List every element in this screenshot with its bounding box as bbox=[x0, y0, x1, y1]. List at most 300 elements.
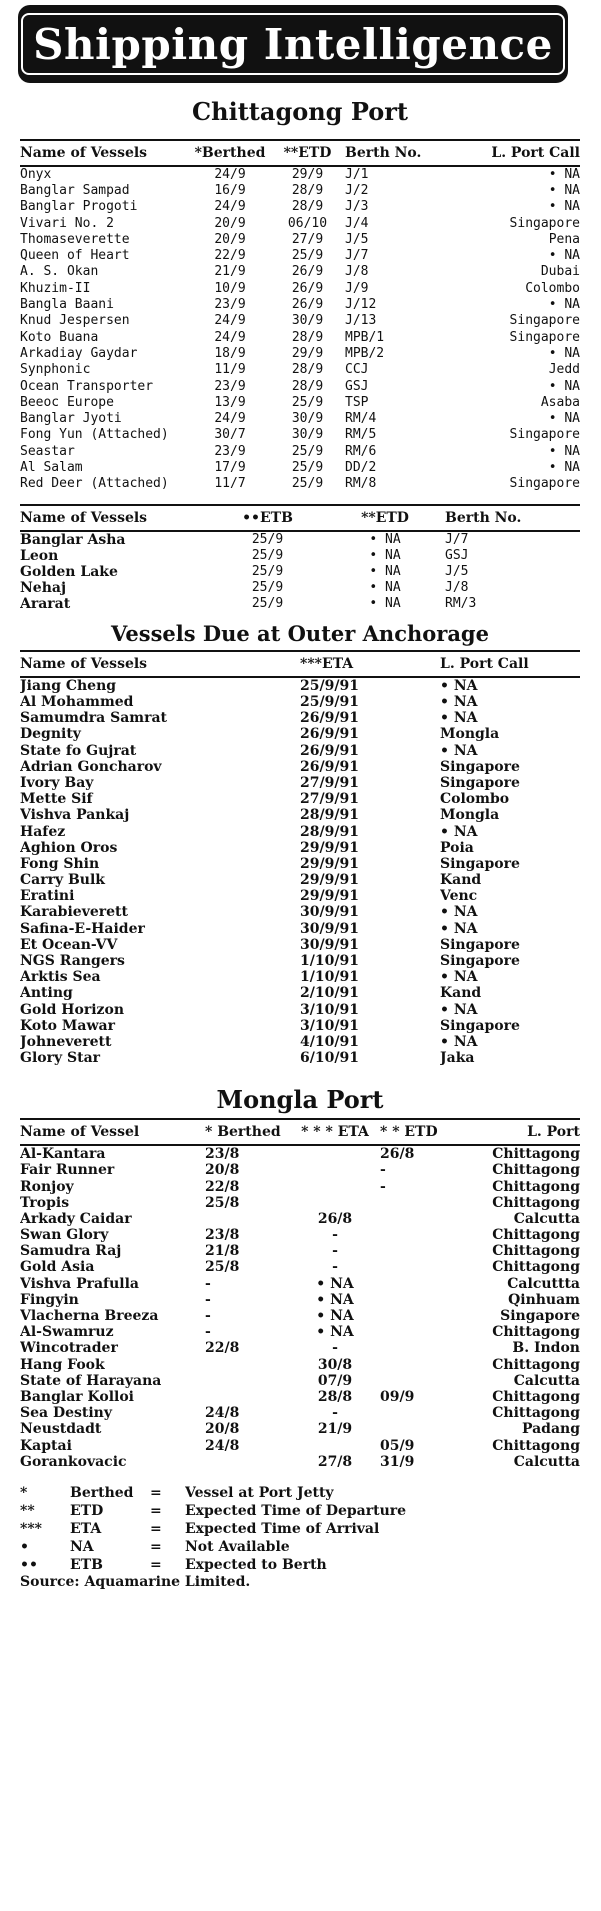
table-cell: - bbox=[332, 1243, 338, 1260]
table-cell: 6/10/91 bbox=[300, 1050, 359, 1067]
table-cell: 25/9 bbox=[291, 248, 324, 264]
table-cell: 24/9 bbox=[214, 329, 246, 345]
table-cell: 27/8 bbox=[317, 1453, 353, 1470]
legend bbox=[20, 1484, 470, 1574]
table-cell: 25/9 bbox=[291, 394, 324, 410]
table-cell: 29/9/91 bbox=[300, 855, 359, 872]
table-cell: Anting bbox=[20, 985, 73, 1002]
table-row bbox=[20, 823, 580, 839]
table-row bbox=[20, 872, 580, 888]
table-cell: Vlacherna Breeza bbox=[20, 1308, 159, 1325]
table-cell: 25/8 bbox=[205, 1194, 240, 1211]
table-cell: • NA bbox=[440, 969, 478, 986]
table-cell: - bbox=[205, 1308, 211, 1325]
table-row bbox=[20, 759, 580, 775]
table-cell bbox=[290, 1437, 380, 1453]
table-cell: GSJ bbox=[345, 378, 369, 394]
table-cell: Vivari No. 2 bbox=[20, 215, 114, 231]
outer-anchorage-table bbox=[20, 650, 580, 1066]
table-cell: Ararat bbox=[20, 595, 71, 612]
table-cell: Queen of Heart bbox=[20, 248, 130, 264]
col-header: * * * ETA bbox=[290, 1119, 380, 1145]
table-cell: Jedd bbox=[548, 362, 580, 378]
table-cell: 25/9 bbox=[251, 596, 284, 612]
table-cell: Safina-E-Haider bbox=[20, 920, 145, 937]
table-cell: • NA bbox=[440, 677, 478, 694]
table-cell bbox=[380, 1227, 455, 1243]
table-header-row bbox=[20, 505, 580, 531]
table-cell: Singapore bbox=[509, 427, 580, 443]
table-cell bbox=[380, 1259, 455, 1275]
table-cell: 24/8 bbox=[205, 1437, 240, 1454]
table-row bbox=[20, 580, 580, 596]
table-cell: Kand bbox=[440, 872, 482, 889]
table-cell: Pena bbox=[548, 231, 580, 247]
table-cell: - bbox=[205, 1275, 211, 1292]
table-row bbox=[20, 1050, 580, 1066]
table-cell: 16/9 bbox=[214, 182, 246, 198]
table-cell: NGS Rangers bbox=[20, 953, 125, 970]
table-row bbox=[20, 985, 580, 1001]
table-cell: Nehaj bbox=[20, 579, 67, 596]
table-cell bbox=[290, 1178, 380, 1194]
col-header: Name of Vessels bbox=[20, 505, 210, 531]
table-cell bbox=[380, 1421, 455, 1437]
table-cell: - bbox=[205, 1291, 211, 1308]
table-cell: 24/8 bbox=[205, 1405, 240, 1422]
table-cell: • NA bbox=[316, 1275, 354, 1292]
table-cell: Dubai bbox=[540, 264, 580, 280]
table-row bbox=[20, 231, 580, 247]
table-cell: Arkadiay Gaydar bbox=[20, 345, 138, 361]
table-cell bbox=[380, 1373, 455, 1389]
table-cell: 25/9 bbox=[251, 548, 284, 564]
col-header: * * ETD bbox=[380, 1119, 455, 1145]
table-cell: RM/5 bbox=[345, 427, 377, 443]
table-cell: Venc bbox=[440, 888, 478, 905]
table-row bbox=[20, 596, 580, 612]
table-cell: Fong Shin bbox=[20, 855, 100, 872]
col-header: Name of Vessels bbox=[20, 651, 300, 677]
table-cell: 26/8 bbox=[380, 1146, 415, 1163]
legend-cell: Expected to Berth bbox=[185, 1556, 327, 1573]
table-cell: 22/8 bbox=[205, 1340, 240, 1357]
table-cell: Fair Runner bbox=[20, 1162, 115, 1179]
table-cell: • NA bbox=[440, 823, 478, 840]
col-header: Name of Vessel bbox=[20, 1119, 205, 1145]
table-cell: Poia bbox=[440, 839, 474, 856]
table-cell: Knud Jespersen bbox=[20, 313, 130, 329]
table-cell: Carry Bulk bbox=[20, 872, 106, 889]
table-cell: Golden Lake bbox=[20, 563, 118, 580]
table-row bbox=[20, 937, 580, 953]
table-cell: Kand bbox=[440, 985, 482, 1002]
table-cell: Colombo bbox=[440, 791, 510, 808]
table-cell: 30/8 bbox=[317, 1356, 353, 1373]
table-row bbox=[20, 1437, 580, 1453]
table-cell: 05/9 bbox=[380, 1437, 415, 1454]
table-cell: 28/9/91 bbox=[300, 807, 359, 824]
table-row bbox=[20, 182, 580, 198]
legend-cell: ETD bbox=[70, 1502, 104, 1519]
table-cell: 25/9 bbox=[251, 580, 284, 596]
legend-cell: = bbox=[150, 1502, 162, 1519]
table-row bbox=[20, 166, 580, 182]
table-cell: • NA bbox=[548, 378, 580, 394]
table-cell: Banglar Asha bbox=[20, 531, 126, 548]
table-row bbox=[20, 410, 580, 426]
table-cell: 20/8 bbox=[205, 1162, 240, 1179]
table-row bbox=[20, 1243, 580, 1259]
table-row bbox=[20, 921, 580, 937]
table-cell: Ronjoy bbox=[20, 1178, 74, 1195]
table-cell: Aghion Oros bbox=[20, 839, 118, 856]
table-cell: Sea Destiny bbox=[20, 1405, 112, 1422]
table-cell bbox=[380, 1276, 455, 1292]
table-body bbox=[20, 1145, 580, 1470]
table-cell: Chittagong bbox=[492, 1194, 580, 1211]
table-row bbox=[20, 345, 580, 361]
table-cell: • NA bbox=[369, 580, 401, 596]
table-cell: Singapore bbox=[440, 758, 520, 775]
table-cell bbox=[205, 1357, 290, 1373]
table-cell: Chittagong bbox=[492, 1259, 580, 1276]
table-row bbox=[20, 459, 580, 475]
table-cell: 23/9 bbox=[214, 297, 246, 313]
table-cell: Jaka bbox=[440, 1050, 475, 1067]
col-header: L. Port bbox=[455, 1119, 580, 1145]
table-row bbox=[20, 904, 580, 920]
table-row bbox=[20, 427, 580, 443]
table-cell: 28/9 bbox=[291, 199, 324, 215]
table-cell: 22/9 bbox=[214, 248, 246, 264]
table-header-row bbox=[20, 651, 580, 677]
table-cell: Banglar Jyoti bbox=[20, 411, 122, 427]
table-row bbox=[20, 1276, 580, 1292]
table-cell: RM/3 bbox=[445, 596, 477, 612]
table-cell: RM/4 bbox=[345, 411, 377, 427]
table-row bbox=[20, 807, 580, 823]
table-cell: 24/9 bbox=[214, 167, 246, 183]
table-cell bbox=[380, 1405, 455, 1421]
table-row bbox=[20, 1357, 580, 1373]
table-cell: 17/9 bbox=[214, 459, 246, 475]
table-row bbox=[20, 1405, 580, 1421]
table-cell: • NA bbox=[440, 1001, 478, 1018]
table-cell: Mongla bbox=[440, 726, 500, 743]
table-cell: B. Indon bbox=[512, 1340, 580, 1357]
table-cell: Singapore bbox=[500, 1308, 580, 1325]
col-header: Name of Vessels bbox=[20, 140, 190, 166]
col-header: **ETD bbox=[325, 505, 445, 531]
table-cell bbox=[380, 1324, 455, 1340]
table-row bbox=[20, 1340, 580, 1356]
table-cell: • NA bbox=[369, 596, 401, 612]
legend-cell: = bbox=[150, 1484, 162, 1501]
table-cell: - bbox=[332, 1405, 338, 1422]
table-cell: Jiang Cheng bbox=[20, 677, 117, 694]
table-cell: 26/9/91 bbox=[300, 758, 359, 775]
table-cell bbox=[205, 1389, 290, 1405]
legend-row bbox=[20, 1502, 470, 1520]
table-cell: 26/9/91 bbox=[300, 726, 359, 743]
table-cell: 23/9 bbox=[214, 378, 246, 394]
table-cell: J/7 bbox=[445, 532, 469, 548]
table-row bbox=[20, 1034, 580, 1050]
table-row bbox=[20, 1178, 580, 1194]
table-cell: • NA bbox=[440, 742, 478, 759]
table-row bbox=[20, 969, 580, 985]
table-cell: 3/10/91 bbox=[300, 1001, 359, 1018]
table-row bbox=[20, 362, 580, 378]
legend-row bbox=[20, 1484, 470, 1502]
legend-cell: •• bbox=[20, 1556, 38, 1573]
title-banner bbox=[18, 5, 568, 83]
table-cell: Chittagong bbox=[492, 1227, 580, 1244]
table-cell: • NA bbox=[316, 1291, 354, 1308]
table-cell: 26/9/91 bbox=[300, 710, 359, 727]
table-cell: 26/8 bbox=[317, 1210, 353, 1227]
table-cell: J/9 bbox=[345, 280, 369, 296]
col-header: *Berthed bbox=[190, 140, 270, 166]
table-cell: 23/8 bbox=[205, 1227, 240, 1244]
col-header: ••ETB bbox=[210, 505, 325, 531]
table-row bbox=[20, 1211, 580, 1227]
table-cell: J/8 bbox=[445, 580, 469, 596]
table-cell: RM/6 bbox=[345, 443, 377, 459]
table-cell: Singapore bbox=[440, 953, 520, 970]
table-cell: Degnity bbox=[20, 726, 81, 743]
table-row bbox=[20, 743, 580, 759]
table-cell: 30/9/91 bbox=[300, 936, 359, 953]
legend-cell: Berthed bbox=[70, 1484, 134, 1501]
table-row bbox=[20, 1421, 580, 1437]
table-cell: 3/10/91 bbox=[300, 1017, 359, 1034]
table-cell bbox=[205, 1454, 290, 1470]
col-header: Berth No. bbox=[345, 140, 445, 166]
legend-cell: = bbox=[150, 1556, 162, 1573]
table-cell: Singapore bbox=[509, 313, 580, 329]
legend-row bbox=[20, 1556, 470, 1574]
table-cell: 28/9 bbox=[291, 329, 324, 345]
table-row bbox=[20, 280, 580, 296]
legend-cell: NA bbox=[70, 1538, 94, 1555]
table-cell: Ivory Bay bbox=[20, 774, 94, 791]
table-cell: Fingyin bbox=[20, 1291, 79, 1308]
table-cell: 27/9/91 bbox=[300, 774, 359, 791]
table-body bbox=[20, 677, 580, 1066]
table-cell: Calcuttta bbox=[507, 1275, 580, 1292]
table-cell: 25/9 bbox=[251, 532, 284, 548]
table-cell: Khuzim-II bbox=[20, 280, 91, 296]
table-cell: Samudra Raj bbox=[20, 1243, 122, 1260]
table-cell: Mongla bbox=[440, 807, 500, 824]
table-cell: 21/9 bbox=[317, 1421, 353, 1438]
table-cell: 23/9 bbox=[214, 443, 246, 459]
table-cell: Koto Mawar bbox=[20, 1017, 115, 1034]
table-cell: Gold Asia bbox=[20, 1259, 95, 1276]
table-cell: Banglar Kolloi bbox=[20, 1388, 135, 1405]
table-cell: A. S. Okan bbox=[20, 264, 99, 280]
table-cell: 30/9 bbox=[291, 411, 324, 427]
table-cell: J/13 bbox=[345, 313, 377, 329]
table-cell: • NA bbox=[440, 904, 478, 921]
table-cell: 24/9 bbox=[214, 199, 246, 215]
table-cell: 29/9/91 bbox=[300, 872, 359, 889]
table-cell: 4/10/91 bbox=[300, 1033, 359, 1050]
col-header: ***ETA bbox=[300, 651, 440, 677]
table-header-row bbox=[20, 1119, 580, 1145]
table-cell: J/7 bbox=[345, 248, 369, 264]
legend-cell: ETB bbox=[70, 1556, 103, 1573]
table-cell: • NA bbox=[440, 920, 478, 937]
table-cell: Asaba bbox=[540, 394, 580, 410]
legend-cell: Vessel at Port Jetty bbox=[185, 1484, 334, 1501]
table-cell: Chittagong bbox=[492, 1388, 580, 1405]
table-cell: Singapore bbox=[440, 855, 520, 872]
legend-row bbox=[20, 1538, 470, 1556]
col-header: L. Port Call bbox=[440, 651, 580, 677]
table-cell: TSP bbox=[345, 394, 369, 410]
table-cell: Gold Horizon bbox=[20, 1001, 125, 1018]
table-cell: 29/9/91 bbox=[300, 839, 359, 856]
table-cell: Leon bbox=[20, 547, 59, 564]
table-cell: 29/9 bbox=[291, 167, 324, 183]
table-cell: • NA bbox=[548, 248, 580, 264]
table-cell: Al Salam bbox=[20, 459, 83, 475]
table-row bbox=[20, 1145, 580, 1162]
table-row bbox=[20, 1292, 580, 1308]
table-cell: Johneverett bbox=[20, 1033, 112, 1050]
table-row bbox=[20, 564, 580, 580]
table-cell: 26/9 bbox=[291, 264, 324, 280]
legend-cell: Expected Time of Arrival bbox=[185, 1520, 380, 1537]
table-cell: 30/9/91 bbox=[300, 904, 359, 921]
table-cell: • NA bbox=[548, 167, 580, 183]
table-row bbox=[20, 1389, 580, 1405]
table-cell: 30/7 bbox=[214, 427, 246, 443]
table-row bbox=[20, 531, 580, 548]
table-row bbox=[20, 1227, 580, 1243]
table-row bbox=[20, 1162, 580, 1178]
table-cell: RM/8 bbox=[345, 476, 377, 492]
table-cell: Hang Fook bbox=[20, 1356, 105, 1373]
table-cell: 24/9 bbox=[214, 313, 246, 329]
table-cell: Vishva Pankaj bbox=[20, 807, 130, 824]
table-row bbox=[20, 1002, 580, 1018]
table-cell: J/4 bbox=[345, 215, 369, 231]
table-row bbox=[20, 313, 580, 329]
table-cell: Vishva Prafulla bbox=[20, 1275, 139, 1292]
table-cell: 21/9 bbox=[214, 264, 246, 280]
table-cell: Seastar bbox=[20, 443, 75, 459]
legend-cell: Not Available bbox=[185, 1538, 290, 1555]
table-cell bbox=[380, 1243, 455, 1259]
table-cell: 20/9 bbox=[214, 231, 246, 247]
table-cell: State of Harayana bbox=[20, 1372, 162, 1389]
table-cell: Colombo bbox=[525, 280, 580, 296]
table-cell bbox=[290, 1195, 380, 1211]
table-cell: 26/9 bbox=[291, 297, 324, 313]
table-cell: Synphonic bbox=[20, 362, 91, 378]
table-cell: 23/8 bbox=[205, 1146, 240, 1163]
table-cell: Red Deer (Attached) bbox=[20, 476, 169, 492]
table-row bbox=[20, 1018, 580, 1034]
table-cell: Calcutta bbox=[513, 1372, 580, 1389]
table-row bbox=[20, 215, 580, 231]
table-cell: 28/9 bbox=[291, 378, 324, 394]
table-row bbox=[20, 1259, 580, 1275]
table-cell: Tropis bbox=[20, 1194, 70, 1211]
table-cell: Chittagong bbox=[492, 1178, 580, 1195]
legend-cell: • bbox=[20, 1538, 29, 1555]
table-cell: 25/8 bbox=[205, 1259, 240, 1276]
table-cell: 30/9 bbox=[291, 427, 324, 443]
legend-cell: *** bbox=[20, 1520, 42, 1537]
table-cell: 10/9 bbox=[214, 280, 246, 296]
mongla-table bbox=[20, 1118, 580, 1470]
table-cell: - bbox=[380, 1162, 386, 1179]
table-row bbox=[20, 1308, 580, 1324]
table-cell: Fong Yun (Attached) bbox=[20, 427, 169, 443]
table-cell: • NA bbox=[548, 459, 580, 475]
table-cell: Adrian Goncharov bbox=[20, 758, 162, 775]
table-cell: Beeoc Europe bbox=[20, 394, 114, 410]
table-row bbox=[20, 953, 580, 969]
table-cell bbox=[290, 1145, 380, 1162]
table-cell: 29/9/91 bbox=[300, 888, 359, 905]
source-note: Source: Aquamarine Limited. bbox=[20, 1573, 251, 1590]
table-cell: Al-Kantara bbox=[20, 1146, 106, 1163]
table-cell: 27/9 bbox=[291, 231, 324, 247]
table-cell: 1/10/91 bbox=[300, 969, 359, 986]
table-cell: • NA bbox=[548, 443, 580, 459]
legend-cell: * bbox=[20, 1484, 28, 1501]
table-cell: Koto Buana bbox=[20, 329, 99, 345]
table-cell: Bangla Baani bbox=[20, 297, 114, 313]
table-row bbox=[20, 394, 580, 410]
table-cell: 29/9 bbox=[291, 345, 324, 361]
table-cell: • NA bbox=[548, 411, 580, 427]
table-cell bbox=[380, 1211, 455, 1227]
table-cell: Mette Sif bbox=[20, 791, 93, 808]
table-row bbox=[20, 775, 580, 791]
table-cell: J/5 bbox=[445, 564, 469, 580]
table-cell: Singapore bbox=[509, 329, 580, 345]
table-cell: 20/8 bbox=[205, 1421, 240, 1438]
table-cell: 28/9 bbox=[291, 362, 324, 378]
table-cell: • NA bbox=[548, 199, 580, 215]
table-cell: 25/9 bbox=[291, 476, 324, 492]
table-cell: • NA bbox=[369, 548, 401, 564]
table-row bbox=[20, 1195, 580, 1211]
table-cell: Calcutta bbox=[513, 1210, 580, 1227]
legend-body bbox=[20, 1484, 470, 1574]
table-row bbox=[20, 1373, 580, 1389]
table-cell: Chittagong bbox=[492, 1405, 580, 1422]
table-cell: 28/8 bbox=[317, 1388, 353, 1405]
table-cell: • NA bbox=[316, 1308, 354, 1325]
table-cell: Singapore bbox=[440, 936, 520, 953]
table-cell: 18/9 bbox=[214, 345, 246, 361]
legend-cell: ETA bbox=[70, 1520, 102, 1537]
table-cell bbox=[380, 1292, 455, 1308]
table-cell: Banglar Sampad bbox=[20, 182, 130, 198]
table-cell bbox=[380, 1340, 455, 1356]
table-cell: 09/9 bbox=[380, 1388, 415, 1405]
table-cell bbox=[380, 1357, 455, 1373]
table-cell: Chittagong bbox=[492, 1162, 580, 1179]
